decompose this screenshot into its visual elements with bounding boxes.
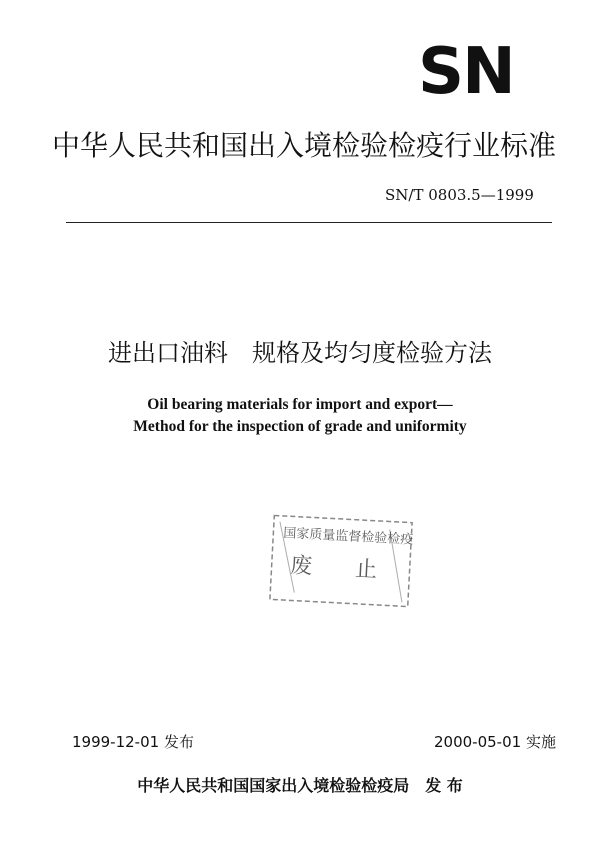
issue-date: 1999-12-01 发布 (72, 733, 194, 751)
implementation-date: 2000-05-01 实施 (434, 733, 556, 751)
abolished-stamp (266, 511, 417, 611)
english-title-line-2: Method for the inspection of grade and uniformity (133, 418, 467, 435)
header-divider (66, 222, 552, 223)
chinese-title: 进出口油料 规格及均匀度检验方法 (108, 339, 492, 367)
issuing-authority (0, 776, 600, 796)
english-title (0, 394, 600, 438)
stamp-text-abolished: 废 止 (289, 553, 396, 584)
sn-logo: SN (418, 35, 514, 109)
english-title-line-1: Oil bearing materials for import and export— (147, 396, 453, 413)
standard-number: SN/T 0803.5—1999 (385, 186, 534, 204)
issue-label: 发 布 (425, 776, 463, 795)
stamp-text-agency: 国家质量监督检验检疫 (282, 525, 414, 548)
issuer-name: 中华人民共和国国家出入境检验检疫局 (137, 776, 410, 795)
standard-category-title: 中华人民共和国出入境检验检疫行业标准 (52, 129, 557, 162)
